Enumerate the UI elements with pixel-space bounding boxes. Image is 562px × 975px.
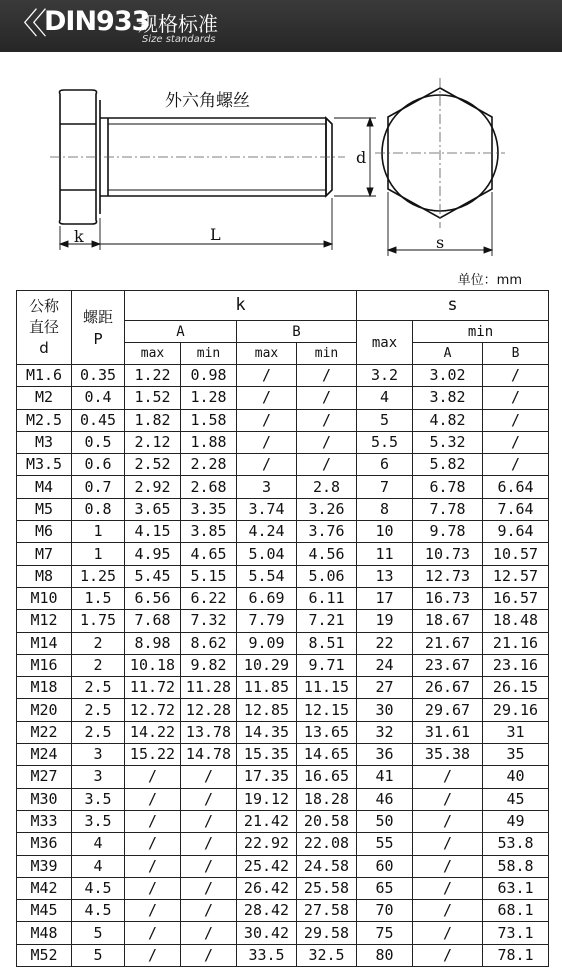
cell-s-min-B: 6.64 [483, 476, 549, 498]
cell-kB-max: / [237, 365, 297, 387]
cell-size: M7 [17, 543, 72, 565]
cell-s-min-B: 58.8 [483, 855, 549, 877]
cell-size: M27 [17, 766, 72, 788]
cell-size: M18 [17, 677, 72, 699]
cell-s-min-A: 4.82 [413, 409, 483, 431]
cell-s-min-B: / [483, 431, 549, 453]
header-s-A: A [413, 343, 483, 365]
cell-kB-max: 30.42 [237, 922, 297, 944]
cell-kB-max: / [237, 431, 297, 453]
cell-s-max: 46 [357, 788, 413, 810]
cell-kA-min: / [181, 766, 237, 788]
cell-pitch: 0.45 [72, 409, 125, 431]
cell-s-min-A: / [413, 766, 483, 788]
double-chevron-left-icon[interactable]: 〈〈 [8, 7, 41, 42]
cell-kB-min: 13.65 [297, 721, 357, 743]
cell-kB-min: / [297, 365, 357, 387]
table-row [17, 900, 549, 922]
table-row [17, 788, 549, 810]
cell-kB-max: 5.54 [237, 565, 297, 587]
cell-size: M24 [17, 744, 72, 766]
cell-s-min-A: 31.61 [413, 721, 483, 743]
cell-kB-min: 14.65 [297, 744, 357, 766]
cell-pitch: 0.35 [72, 365, 125, 387]
cell-kB-max: 14.35 [237, 721, 297, 743]
cell-kA-max: 1.52 [125, 387, 181, 409]
cell-kB-min: 20.58 [297, 810, 357, 832]
cell-s-max: 24 [357, 654, 413, 676]
cell-size: M2.5 [17, 409, 72, 431]
cell-kA-min: / [181, 833, 237, 855]
cell-size: M36 [17, 833, 72, 855]
header-kA-max: max [125, 343, 181, 365]
header-s-B: B [483, 343, 549, 365]
cell-s-min-A: 29.67 [413, 699, 483, 721]
cell-kA-max: / [125, 877, 181, 899]
cell-size: M3.5 [17, 454, 72, 476]
cell-pitch: 3.5 [72, 788, 125, 810]
cell-kB-min: 3.26 [297, 498, 357, 520]
cell-s-min-B: 49 [483, 810, 549, 832]
cell-size: M12 [17, 610, 72, 632]
cell-kA-max: 2.92 [125, 476, 181, 498]
cell-kA-min: 7.32 [181, 610, 237, 632]
cell-kB-min: 22.08 [297, 833, 357, 855]
cell-kA-min: 1.58 [181, 409, 237, 431]
cell-kA-min: 4.65 [181, 543, 237, 565]
cell-s-max: 75 [357, 922, 413, 944]
cell-s-max: 11 [357, 543, 413, 565]
table-row [17, 810, 549, 832]
cell-s-max: 7 [357, 476, 413, 498]
cell-s-min-A: / [413, 855, 483, 877]
cell-s-max: 3.2 [357, 365, 413, 387]
cell-kB-min: / [297, 454, 357, 476]
cell-pitch: 1.75 [72, 610, 125, 632]
cell-kB-min: 18.28 [297, 788, 357, 810]
cell-s-max: 8 [357, 498, 413, 520]
cell-pitch: 4 [72, 833, 125, 855]
cell-s-min-B: 35 [483, 744, 549, 766]
table-row [17, 543, 549, 565]
cell-kB-min: 25.58 [297, 877, 357, 899]
cell-s-min-B: 63.1 [483, 877, 549, 899]
cell-kB-min: 7.21 [297, 610, 357, 632]
header-bar [0, 0, 562, 52]
table-row [17, 699, 549, 721]
cell-s-min-B: 68.1 [483, 900, 549, 922]
cell-pitch: 3 [72, 766, 125, 788]
cell-s-max: 13 [357, 565, 413, 587]
header-k-A: A [125, 321, 237, 343]
cell-s-max: 60 [357, 855, 413, 877]
cell-s-max: 65 [357, 877, 413, 899]
cell-kA-max: / [125, 944, 181, 966]
cell-kA-max: 3.65 [125, 498, 181, 520]
page-subtitle-cn: 规格标准 [138, 12, 218, 36]
cell-kA-min: 1.28 [181, 387, 237, 409]
cell-kA-min: 5.15 [181, 565, 237, 587]
cell-pitch: 0.7 [72, 476, 125, 498]
header-k: k [125, 291, 357, 321]
cell-kB-min: 32.5 [297, 944, 357, 966]
cell-s-max: 80 [357, 944, 413, 966]
cell-kB-max: 9.09 [237, 632, 297, 654]
dim-label-k: k [74, 227, 84, 246]
cell-s-min-A: / [413, 877, 483, 899]
cell-kA-max: 14.22 [125, 721, 181, 743]
cell-s-min-B: 78.1 [483, 944, 549, 966]
header-s-min: min [413, 321, 549, 343]
header-size: 公称 直径 d [17, 291, 72, 365]
cell-pitch: 0.8 [72, 498, 125, 520]
cell-kB-max: 12.85 [237, 699, 297, 721]
cell-kB-min: 11.15 [297, 677, 357, 699]
cell-kA-max: 15.22 [125, 744, 181, 766]
cell-kB-min: 9.71 [297, 654, 357, 676]
cell-kA-min: 3.85 [181, 521, 237, 543]
spec-table [16, 290, 549, 967]
cell-kB-max: 3 [237, 476, 297, 498]
cell-kA-min: / [181, 900, 237, 922]
cell-size: M16 [17, 654, 72, 676]
cell-s-min-B: 7.64 [483, 498, 549, 520]
cell-kB-min: / [297, 431, 357, 453]
header-s: s [357, 291, 549, 321]
table-row [17, 654, 549, 676]
cell-s-min-A: / [413, 900, 483, 922]
cell-pitch: 4 [72, 855, 125, 877]
cell-kB-max: / [237, 409, 297, 431]
cell-kA-max: 11.72 [125, 677, 181, 699]
cell-kA-min: 12.28 [181, 699, 237, 721]
bolt-drawing [0, 60, 562, 290]
cell-s-min-A: 12.73 [413, 565, 483, 587]
cell-s-max: 19 [357, 610, 413, 632]
table-row [17, 610, 549, 632]
cell-kA-max: / [125, 788, 181, 810]
cell-kB-max: / [237, 454, 297, 476]
cell-kA-min: 2.68 [181, 476, 237, 498]
cell-kB-max: 5.04 [237, 543, 297, 565]
cell-kA-max: 2.52 [125, 454, 181, 476]
bolt-diagram-svg [0, 60, 562, 290]
cell-pitch: 5 [72, 944, 125, 966]
cell-s-max: 70 [357, 900, 413, 922]
cell-s-min-A: 6.78 [413, 476, 483, 498]
cell-kA-min: / [181, 855, 237, 877]
cell-size: M2 [17, 387, 72, 409]
cell-kA-max: 5.45 [125, 565, 181, 587]
cell-kA-max: / [125, 855, 181, 877]
cell-s-min-B: 29.16 [483, 699, 549, 721]
cell-kA-max: 7.68 [125, 610, 181, 632]
cell-pitch: 1 [72, 543, 125, 565]
cell-pitch: 1 [72, 521, 125, 543]
cell-pitch: 1.25 [72, 565, 125, 587]
table-row [17, 431, 549, 453]
table-row [17, 409, 549, 431]
cell-kA-min: 11.28 [181, 677, 237, 699]
cell-kA-max: / [125, 900, 181, 922]
table-row [17, 877, 549, 899]
cell-kA-max: 6.56 [125, 587, 181, 609]
cell-kB-min: 6.11 [297, 587, 357, 609]
dim-label-L: L [210, 225, 221, 244]
cell-s-min-B: 26.15 [483, 677, 549, 699]
cell-kB-min: 27.58 [297, 900, 357, 922]
cell-kB-max: 3.74 [237, 498, 297, 520]
cell-kB-min: 16.65 [297, 766, 357, 788]
cell-s-max: 30 [357, 699, 413, 721]
cell-size: M5 [17, 498, 72, 520]
table-row [17, 476, 549, 498]
cell-s-max: 50 [357, 810, 413, 832]
cell-s-max: 32 [357, 721, 413, 743]
cell-kB-max: 15.35 [237, 744, 297, 766]
cell-kB-max: 7.79 [237, 610, 297, 632]
cell-s-min-B: 73.1 [483, 922, 549, 944]
header-pitch: 螺距 P [72, 291, 125, 365]
cell-s-max: 10 [357, 521, 413, 543]
cell-kB-min: / [297, 387, 357, 409]
cell-s-min-B: / [483, 387, 549, 409]
cell-s-min-A: 35.38 [413, 744, 483, 766]
cell-s-min-A: 18.67 [413, 610, 483, 632]
cell-s-min-B: 40 [483, 766, 549, 788]
cell-kB-max: 6.69 [237, 587, 297, 609]
cell-s-max: 27 [357, 677, 413, 699]
cell-s-min-A: / [413, 788, 483, 810]
cell-kB-max: 26.42 [237, 877, 297, 899]
cell-s-min-A: 10.73 [413, 543, 483, 565]
cell-s-min-B: 16.57 [483, 587, 549, 609]
cell-size: M4 [17, 476, 72, 498]
cell-kA-min: / [181, 922, 237, 944]
cell-s-max: 55 [357, 833, 413, 855]
cell-size: M1.6 [17, 365, 72, 387]
cell-kB-min: 3.76 [297, 521, 357, 543]
cell-s-max: 5 [357, 409, 413, 431]
cell-kA-max: 2.12 [125, 431, 181, 453]
cell-kA-max: 12.72 [125, 699, 181, 721]
table-row [17, 766, 549, 788]
cell-kB-min: 5.06 [297, 565, 357, 587]
cell-kB-max: 22.92 [237, 833, 297, 855]
cell-kB-min: 29.58 [297, 922, 357, 944]
cell-s-min-A: 5.32 [413, 431, 483, 453]
cell-size: M22 [17, 721, 72, 743]
cell-size: M48 [17, 922, 72, 944]
page-title: DIN933 [44, 6, 150, 37]
cell-pitch: 2.5 [72, 721, 125, 743]
cell-s-min-B: / [483, 365, 549, 387]
drawing-title: 外六角螺丝 [165, 91, 250, 111]
cell-kA-min: / [181, 788, 237, 810]
cell-size: M30 [17, 788, 72, 810]
cell-s-max: 17 [357, 587, 413, 609]
cell-pitch: 3 [72, 744, 125, 766]
cell-s-min-B: 9.64 [483, 521, 549, 543]
cell-s-min-A: 23.67 [413, 654, 483, 676]
cell-kB-max: 17.35 [237, 766, 297, 788]
cell-s-min-A: / [413, 922, 483, 944]
cell-s-min-A: / [413, 944, 483, 966]
cell-kA-min: 9.82 [181, 654, 237, 676]
cell-pitch: 2 [72, 632, 125, 654]
cell-kA-min: / [181, 944, 237, 966]
cell-pitch: 0.4 [72, 387, 125, 409]
dim-label-d: d [356, 148, 367, 167]
cell-s-min-A: 26.67 [413, 677, 483, 699]
cell-s-min-A: 7.78 [413, 498, 483, 520]
cell-s-max: 41 [357, 766, 413, 788]
cell-kA-min: 2.28 [181, 454, 237, 476]
cell-kA-min: 8.62 [181, 632, 237, 654]
cell-size: M10 [17, 587, 72, 609]
cell-pitch: 2.5 [72, 699, 125, 721]
cell-pitch: 0.5 [72, 431, 125, 453]
cell-kB-min: 24.58 [297, 855, 357, 877]
table-row [17, 587, 549, 609]
cell-kA-min: 1.88 [181, 431, 237, 453]
page-subtitle-en: Size standards [142, 34, 216, 45]
cell-kB-min: 12.15 [297, 699, 357, 721]
table-row [17, 944, 549, 966]
cell-size: M52 [17, 944, 72, 966]
cell-s-min-A: 3.02 [413, 365, 483, 387]
unit-label: 单位：mm [457, 273, 522, 288]
cell-kA-max: / [125, 922, 181, 944]
spec-table-body [17, 365, 549, 967]
cell-size: M14 [17, 632, 72, 654]
cell-s-max: 36 [357, 744, 413, 766]
cell-kB-max: 25.42 [237, 855, 297, 877]
cell-kA-max: 10.18 [125, 654, 181, 676]
cell-size: M3 [17, 431, 72, 453]
cell-kA-max: 4.15 [125, 521, 181, 543]
cell-size: M39 [17, 855, 72, 877]
table-row [17, 833, 549, 855]
cell-s-max: 22 [357, 632, 413, 654]
cell-pitch: 2 [72, 654, 125, 676]
table-row [17, 365, 549, 387]
cell-size: M33 [17, 810, 72, 832]
cell-size: M6 [17, 521, 72, 543]
header-s-max: max [357, 321, 413, 365]
table-row [17, 498, 549, 520]
cell-pitch: 0.6 [72, 454, 125, 476]
cell-kB-max: / [237, 387, 297, 409]
cell-s-min-B: 23.16 [483, 654, 549, 676]
cell-kB-min: 8.51 [297, 632, 357, 654]
cell-kB-max: 10.29 [237, 654, 297, 676]
cell-size: M42 [17, 877, 72, 899]
cell-pitch: 4.5 [72, 900, 125, 922]
cell-pitch: 3.5 [72, 810, 125, 832]
cell-size: M20 [17, 699, 72, 721]
table-row [17, 744, 549, 766]
cell-s-min-B: 21.16 [483, 632, 549, 654]
cell-s-min-B: 45 [483, 788, 549, 810]
cell-s-min-B: / [483, 409, 549, 431]
header-kB-max: max [237, 343, 297, 365]
table-row [17, 387, 549, 409]
cell-pitch: 2.5 [72, 677, 125, 699]
cell-kA-min: / [181, 810, 237, 832]
header-kA-min: min [181, 343, 237, 365]
cell-kB-max: 28.42 [237, 900, 297, 922]
cell-kA-min: 13.78 [181, 721, 237, 743]
cell-s-min-B: 12.57 [483, 565, 549, 587]
cell-kA-max: 4.95 [125, 543, 181, 565]
cell-kB-max: 21.42 [237, 810, 297, 832]
cell-kB-min: / [297, 409, 357, 431]
table-row [17, 632, 549, 654]
cell-kA-min: 0.98 [181, 365, 237, 387]
table-row [17, 521, 549, 543]
cell-s-min-A: 9.78 [413, 521, 483, 543]
cell-s-min-A: 5.82 [413, 454, 483, 476]
header-k-B: B [237, 321, 357, 343]
cell-kB-max: 33.5 [237, 944, 297, 966]
cell-s-max: 5.5 [357, 431, 413, 453]
cell-pitch: 1.5 [72, 587, 125, 609]
dim-label-s: s [436, 233, 445, 252]
cell-kA-max: 8.98 [125, 632, 181, 654]
cell-pitch: 4.5 [72, 877, 125, 899]
cell-kA-max: / [125, 833, 181, 855]
table-row [17, 677, 549, 699]
table-row [17, 454, 549, 476]
cell-kA-min: / [181, 877, 237, 899]
cell-kB-min: 2.8 [297, 476, 357, 498]
table-row [17, 855, 549, 877]
cell-kB-max: 11.85 [237, 677, 297, 699]
cell-s-max: 6 [357, 454, 413, 476]
cell-s-min-B: 31 [483, 721, 549, 743]
cell-kA-min: 6.22 [181, 587, 237, 609]
cell-s-min-B: 10.57 [483, 543, 549, 565]
cell-s-min-B: 53.8 [483, 833, 549, 855]
cell-s-min-A: 21.67 [413, 632, 483, 654]
cell-s-min-A: / [413, 810, 483, 832]
cell-s-max: 4 [357, 387, 413, 409]
cell-size: M45 [17, 900, 72, 922]
header-kB-min: min [297, 343, 357, 365]
cell-kA-max: 1.82 [125, 409, 181, 431]
cell-s-min-B: / [483, 454, 549, 476]
cell-s-min-B: 18.48 [483, 610, 549, 632]
cell-s-min-A: 3.82 [413, 387, 483, 409]
cell-kA-max: / [125, 766, 181, 788]
cell-pitch: 5 [72, 922, 125, 944]
cell-kB-max: 19.12 [237, 788, 297, 810]
cell-s-min-A: / [413, 833, 483, 855]
table-row [17, 565, 549, 587]
cell-kA-min: 14.78 [181, 744, 237, 766]
cell-size: M8 [17, 565, 72, 587]
table-row [17, 922, 549, 944]
table-row [17, 721, 549, 743]
cell-kB-min: 4.56 [297, 543, 357, 565]
cell-kA-max: 1.22 [125, 365, 181, 387]
cell-s-min-A: 16.73 [413, 587, 483, 609]
cell-kB-max: 4.24 [237, 521, 297, 543]
cell-kA-max: / [125, 810, 181, 832]
cell-kA-min: 3.35 [181, 498, 237, 520]
